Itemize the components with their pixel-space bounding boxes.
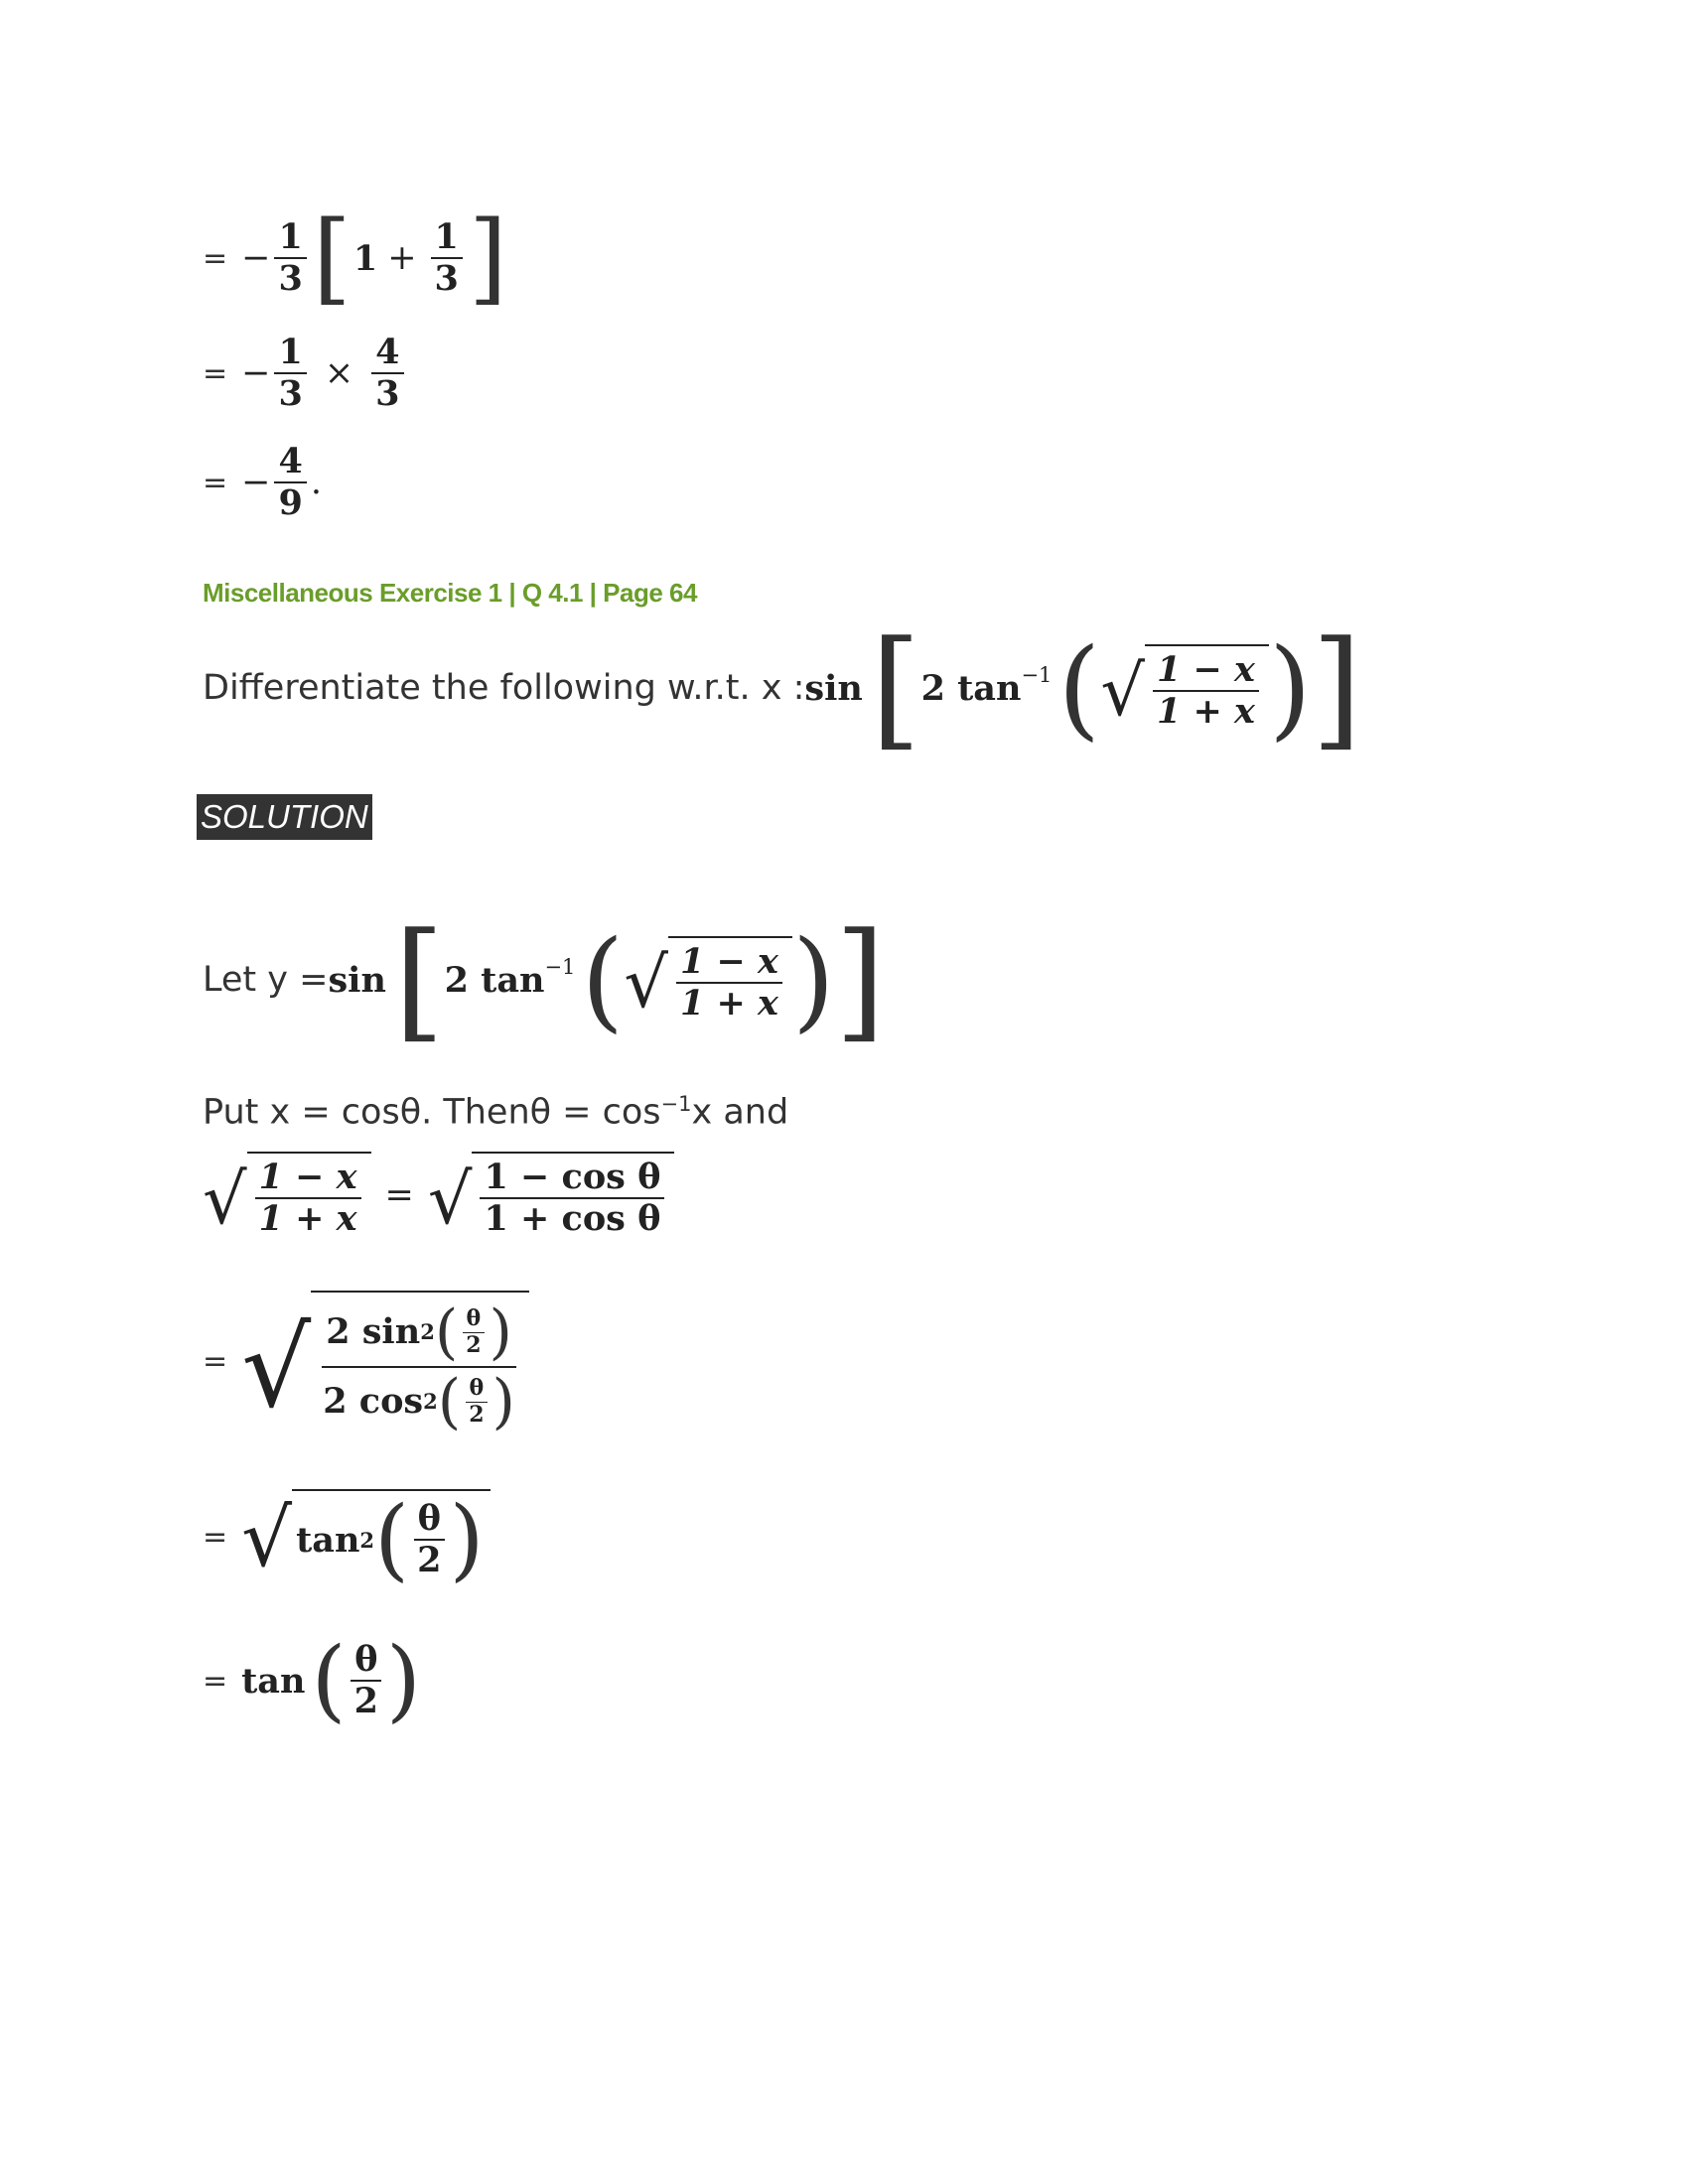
put-line xyxy=(203,1092,788,1133)
question-text: Differentiate the following w.r.t. x : xyxy=(203,668,805,708)
put-text-end: x and xyxy=(691,1092,789,1133)
exponent: 2 xyxy=(359,1527,375,1553)
right-paren: ) xyxy=(449,1487,485,1591)
put-text: Put x = cosθ. Thenθ = cos xyxy=(203,1092,661,1133)
numerator: 1 xyxy=(274,333,306,374)
exponent: 2 xyxy=(420,1318,435,1344)
left-paren: ( xyxy=(437,1367,462,1436)
right-paren: ) xyxy=(492,1367,515,1436)
numerator xyxy=(322,1297,516,1368)
fraction xyxy=(413,1499,445,1581)
math-line-3 xyxy=(203,442,322,524)
exercise-heading: Miscellaneous Exercise 1 | Q 4.1 | Page 64 xyxy=(203,578,697,608)
left-paren: ( xyxy=(434,1297,459,1367)
numerator: 1 − x xyxy=(255,1158,361,1199)
denominator: 1 + x xyxy=(1156,691,1255,732)
numerator: 4 xyxy=(371,333,403,374)
right-paren: ) xyxy=(385,1628,422,1732)
denominator: 1 + x xyxy=(258,1198,357,1240)
minus-sign: − xyxy=(241,238,271,278)
fraction xyxy=(274,442,306,524)
term: 1 xyxy=(352,237,378,279)
right-paren: ) xyxy=(791,916,835,1043)
numerator: θ xyxy=(414,1499,445,1541)
equals-sign: = xyxy=(203,1663,228,1699)
equals-sign: = xyxy=(203,465,228,500)
numerator: 4 xyxy=(274,442,306,483)
denominator: 3 xyxy=(278,258,303,299)
math-step-1 xyxy=(203,1152,674,1240)
math-line-2 xyxy=(203,333,408,415)
math-step-2 xyxy=(203,1291,529,1436)
denominator: 3 xyxy=(375,373,400,415)
sin-function: sin xyxy=(328,959,386,1001)
left-bracket: [ xyxy=(393,904,445,1055)
fraction: $\frac{\theta}{2}$ xyxy=(465,1376,488,1428)
cos-term: 2 cos xyxy=(323,1380,424,1422)
equals-sign: = xyxy=(203,240,228,276)
left-bracket: [ xyxy=(870,613,921,763)
minus-sign: − xyxy=(241,463,271,503)
let-text: Let y = xyxy=(203,960,329,1000)
fraction: $\frac{\theta}{2}$ xyxy=(462,1306,485,1358)
solution-label: SOLUTION xyxy=(197,794,372,840)
fraction xyxy=(371,333,403,415)
tan-function: tan xyxy=(241,1660,306,1702)
period: . xyxy=(310,463,322,503)
fraction xyxy=(1153,650,1259,733)
left-paren: ( xyxy=(311,1628,347,1732)
left-bracket: [ xyxy=(312,200,352,316)
equals-sign: = xyxy=(203,1343,228,1379)
denominator: 2 xyxy=(417,1540,442,1580)
denominator: 1 + cos θ xyxy=(484,1198,661,1240)
math-step-3 xyxy=(203,1487,491,1591)
fraction xyxy=(274,217,306,300)
denominator: 1 + x xyxy=(679,983,778,1024)
let-line xyxy=(203,904,886,1055)
fraction xyxy=(274,333,306,415)
numerator: 1 − x xyxy=(676,942,782,984)
square-root: √ $\frac{1 - x}{1 + x}$ xyxy=(1100,644,1269,733)
numerator: θ xyxy=(351,1640,381,1682)
square-root: √ $\frac{1 - x}{1 + x}$ xyxy=(624,936,792,1024)
square-root: √ tan 2 ( $\frac{\theta}{2}$ ) xyxy=(241,1489,491,1584)
denominator: 9 xyxy=(278,482,303,524)
tan-function: 2 tan xyxy=(444,959,545,1001)
exponent: 2 xyxy=(423,1388,438,1414)
inverse-exponent: −1 xyxy=(544,955,576,979)
fraction xyxy=(319,1297,519,1436)
minus-sign: − xyxy=(241,353,271,394)
left-paren: ( xyxy=(1057,624,1101,751)
right-bracket: ] xyxy=(834,904,886,1055)
numerator: 1 xyxy=(274,217,306,259)
math-line-1 xyxy=(203,200,509,316)
question-line xyxy=(203,613,1362,763)
left-paren: ( xyxy=(581,916,625,1043)
equals-sign: = xyxy=(384,1175,414,1216)
inverse-exponent: −1 xyxy=(1021,663,1053,687)
fraction xyxy=(255,1158,361,1240)
square-root: √ $\frac{\text{1 − cos θ}}{\text{1 + cos θ}}$ xyxy=(428,1152,675,1240)
left-paren: ( xyxy=(374,1487,410,1591)
numerator: 1 xyxy=(431,217,463,259)
equals-sign: = xyxy=(203,1519,228,1555)
square-root: √ 2 sin 2 ( $\frac{\theta}{2}$ ) 2 cos 2 ( $\frac{\theta}{2}$ ) xyxy=(241,1291,529,1432)
numerator: 1 − cos θ xyxy=(480,1158,664,1199)
tan-function: 2 tan xyxy=(920,667,1022,709)
square-root: √ $\frac{1 - x}{1 + x}$ xyxy=(203,1152,371,1240)
sin-term: 2 sin xyxy=(326,1310,421,1352)
denominator: 2 xyxy=(353,1681,378,1721)
right-paren: ) xyxy=(489,1297,512,1367)
tan-function: tan xyxy=(296,1519,360,1561)
fraction xyxy=(351,1640,382,1722)
numerator: 1 − x xyxy=(1153,650,1259,692)
equals-sign: = xyxy=(203,355,228,391)
right-bracket: ] xyxy=(1311,613,1362,763)
denominator xyxy=(319,1367,519,1436)
denominator: 3 xyxy=(278,373,303,415)
plus-sign: + xyxy=(387,238,417,278)
right-bracket: ] xyxy=(468,200,507,316)
sin-function: sin xyxy=(804,667,863,709)
fraction xyxy=(431,217,463,300)
denominator: 3 xyxy=(434,258,459,299)
inverse-exponent: −1 xyxy=(660,1092,692,1116)
fraction xyxy=(480,1158,664,1240)
fraction xyxy=(676,942,782,1024)
right-paren: ) xyxy=(1268,624,1312,751)
math-step-4 xyxy=(203,1628,422,1732)
times-sign: × xyxy=(324,353,354,394)
